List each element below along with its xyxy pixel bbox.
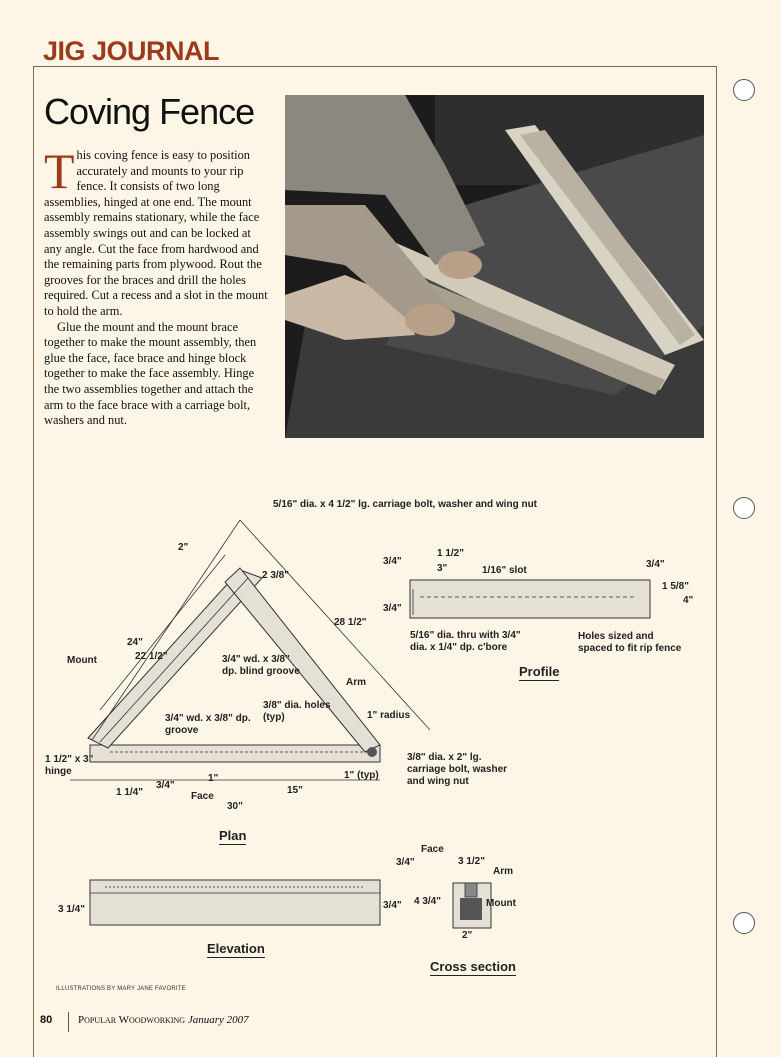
plan-label: 1 1/4" [116,787,143,798]
paragraph: his coving fence is easy to position accurately and mounts to your rip fence. It consists of two long assemblies, hinged at one end. The mount assembly remains stationary, while the face assembly swings out and can be locked at any angle. Cut the face from hardwood and the remaining parts from plywood. Rout the grooves for the braces and drill the holes required. Cut a recess and a slot in the mount to hold the arm. [44,148,268,318]
profile-label: 1 5/8" [662,581,689,592]
article-title: Coving Fence [44,91,255,132]
magazine-name: Popular Woodworking [78,1014,186,1026]
plan-caption: Plan [219,828,247,843]
plan-label: 30" [227,801,243,812]
elevation-label: 3/4" [396,857,415,868]
cross-section-label: Face [421,844,444,855]
profile-label: 1 1/2" [437,548,464,559]
profile-caption: Profile [519,664,560,679]
cross-section-label: 2" [462,930,473,941]
issue-date: January 2007 [187,1014,249,1026]
drop-cap: T [44,143,75,199]
profile-label: 1/16" slot [482,565,527,576]
plan-label: 22 1/2" [135,651,168,662]
plan-label: 3/8" dia. holes (typ) [263,700,331,723]
plan-label: Face [191,791,214,802]
profile-label: 5/16" dia. thru with 3/4" dia. x 1/4" dp. c'bore [410,630,521,653]
profile-drawing [405,575,655,625]
plan-label: 1" radius [367,710,411,721]
plan-label: 1" [208,773,219,784]
folio-divider [68,1012,69,1032]
binder-hole [733,79,755,101]
binder-hole [733,912,755,934]
cross-section-label: Arm [493,866,514,877]
elevation-label: 3 1/4" [58,904,85,915]
plan-label: 3/8" dia. x 2" lg. carriage bolt, washer and wing nut [407,752,508,787]
section-header: JIG JOURNAL [43,36,220,66]
profile-label: Holes sized and spaced to fit rip fence [578,631,682,654]
plan-label: 5/16" dia. x 4 1/2" lg. carriage bolt, washer and wing nut [273,499,538,510]
plan-label: 3/4" wd. x 3/8" dp. blind groove [222,654,300,677]
plan-label: 3/4" [156,780,175,791]
plan-label: 2" [178,542,189,553]
binder-hole [733,497,755,519]
plan-label: 2 3/8" [262,570,289,581]
folio [78,1014,249,1026]
plan-label: 24" [127,637,143,648]
paragraph: Glue the mount and the mount brace together to make the mount assembly, then glue the face, face brace and hinge block together to make the face assembly. Hinge the two assemblies together and attach the arm to the face brace with a carriage bolt, washers and nut. [44,319,257,428]
profile-label: 4" [683,595,694,606]
elevation-label: 4 3/4" [414,896,441,907]
profile-label: 3/4" [646,559,665,570]
plan-label: Mount [67,655,97,666]
plan-label: 3/4" wd. x 3/8" dp. groove [165,713,251,736]
cross-section-label: 3 1/2" [458,856,485,867]
jig-photo [285,95,704,438]
page-number: 80 [40,1014,53,1026]
plan-label: 15" [287,785,303,796]
plan-label: Arm [346,677,367,688]
elevation-label: 3/4" [383,900,402,911]
elevation-drawing [85,875,385,930]
illustration-credit: ILLUSTRATIONS BY MARY JANE FAVORITE [56,986,186,992]
plan-label: 1 1/2" x 3" hinge [45,754,94,777]
profile-label: 3/4" [383,556,402,567]
profile-label: 3/4" [383,603,402,614]
elevation-caption: Elevation [207,941,265,956]
cross-section-caption: Cross section [430,959,516,974]
cross-section-label: Mount [486,898,516,909]
plan-label: 28 1/2" [334,617,367,628]
profile-label: 3" [437,563,448,574]
plan-label: 1" (typ) [344,770,379,781]
article-body [44,143,269,429]
